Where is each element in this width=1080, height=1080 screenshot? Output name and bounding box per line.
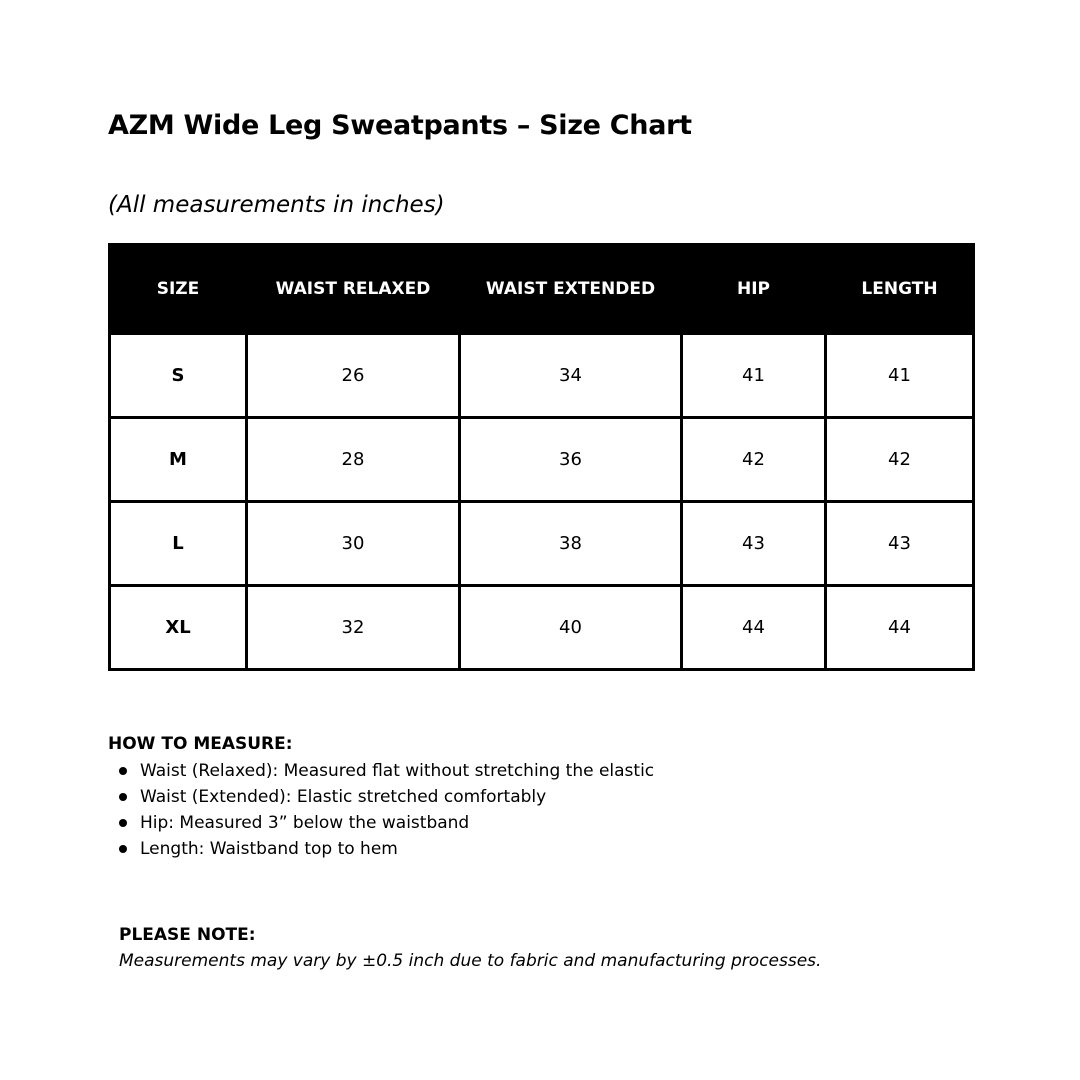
please-note-text: Measurements may vary by ±0.5 inch due to fabric and manufacturing processes.: [119, 951, 822, 971]
size-cell: L: [110, 502, 247, 586]
waist-extended-cell: 38: [460, 502, 682, 586]
header-length: LENGTH: [826, 245, 974, 334]
list-item: Waist (Extended): Elastic stretched comfortably: [108, 784, 654, 810]
list-item: Length: Waistband top to hem: [108, 836, 654, 862]
waist-relaxed-cell: 28: [247, 418, 460, 502]
table-row: [110, 334, 974, 418]
please-note-heading: PLEASE NOTE:: [119, 925, 256, 945]
length-cell: 43: [826, 502, 974, 586]
table-row: [110, 418, 974, 502]
length-cell: 44: [826, 586, 974, 670]
hip-cell: 42: [682, 418, 826, 502]
waist-relaxed-cell: 32: [247, 586, 460, 670]
how-to-measure-heading: HOW TO MEASURE:: [108, 734, 293, 754]
length-cell: 42: [826, 418, 974, 502]
length-cell: 41: [826, 334, 974, 418]
list-item: Waist (Relaxed): Measured flat without stretching the elastic: [108, 758, 654, 784]
waist-relaxed-cell: 30: [247, 502, 460, 586]
hip-cell: 44: [682, 586, 826, 670]
waist-relaxed-cell: 26: [247, 334, 460, 418]
header-hip: HIP: [682, 245, 826, 334]
hip-cell: 43: [682, 502, 826, 586]
units-subtitle: (All measurements in inches): [108, 192, 445, 218]
size-cell: XL: [110, 586, 247, 670]
header-waist-extended: WAIST EXTENDED: [460, 245, 682, 334]
size-cell: S: [110, 334, 247, 418]
list-item: Hip: Measured 3” below the waistband: [108, 810, 654, 836]
header-size: SIZE: [110, 245, 247, 334]
waist-extended-cell: 36: [460, 418, 682, 502]
table-row: [110, 586, 974, 670]
hip-cell: 41: [682, 334, 826, 418]
how-to-measure-list: [108, 758, 654, 862]
table-header-row: [110, 245, 974, 334]
size-chart-table: [108, 243, 975, 671]
waist-extended-cell: 40: [460, 586, 682, 670]
page-title: AZM Wide Leg Sweatpants – Size Chart: [108, 110, 692, 141]
size-cell: M: [110, 418, 247, 502]
table-row: [110, 502, 974, 586]
waist-extended-cell: 34: [460, 334, 682, 418]
header-waist-relaxed: WAIST RELAXED: [247, 245, 460, 334]
